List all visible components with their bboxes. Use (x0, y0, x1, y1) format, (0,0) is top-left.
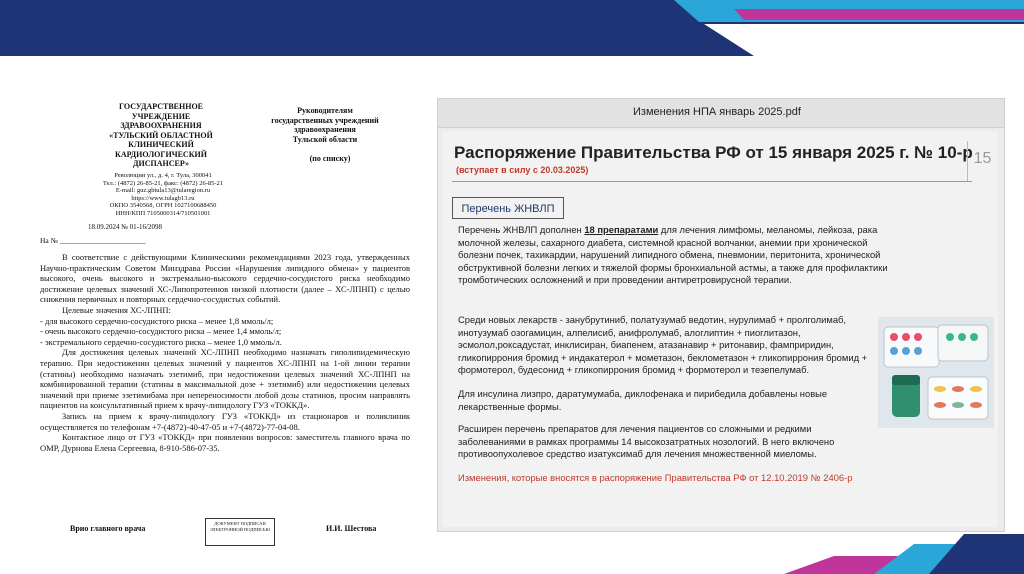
pdf-footer-note: Изменения, которые вносятся в распоряжение Правительства РФ от 12.10.2019 № 2406-р (458, 472, 853, 483)
letter-paragraph: В соответствие с действующими Клиническими рекомендациями 2023 года, утвержденных Научно-практическим Советом Минздрава России «Нарушения липидного обмена» у пациентов высокого, очень высокого и экстремально-высокого сердечно-сосудистого риска необходимо достижение целевых значений ХС-Липопротеинов низкой плотности (далее – ХС-ЛПНП) с целью снижения первичных и повторных сердечно-сосудистых событий. (40, 252, 410, 305)
addr-line: E-mail: guz.gbtula13@tularegion.ru (115, 187, 211, 195)
paragraph-list-expansion (458, 224, 890, 287)
white-stripe (704, 24, 1024, 56)
paragraph-new-drugs: Среди новых лекарств - занубрутиниб, полатузумаб ведотин, нурулимаб + пролголимаб, инотузумаб озогамицин, алпелисиб, анифролумаб, алоглиптин + пиоглитазон, эсмолол,роксадустат, инклисиран, биапенем, атазанавир + ритонавир, фамприридин, гликопиррония бромид + индакатерол + мометазон, беклометазон + гликопиррония бромид + формотерол, будесонид + гликопиррония бромид + формотерол и тезепелумаб. (458, 314, 868, 375)
addr-line: Революции ул., д. 4, г. Тула, 300041 (114, 172, 212, 179)
letter-body (40, 252, 410, 453)
addr-line: ОКПО 3540568, ОГРН 1027100688450 (109, 202, 217, 210)
paragraph-new-forms: Для инсулина лизпро, даратумумаба, диклофенака и пирибедила добавлены новые лекарственные формы. (458, 388, 828, 412)
letter-date-ref: 18.09.2024 № 01-16/2098 (88, 223, 162, 231)
recipient-note: (по списку) (309, 154, 351, 163)
pdf-page (442, 131, 998, 527)
org-line: КАРДИОЛОГИЧЕСКИЙ (115, 149, 207, 159)
org-line: КЛИНИЧЕСКИЙ (128, 140, 194, 149)
recipient-line: Руководителям (297, 106, 353, 115)
letter-paragraph: Целевые значения ХС-ЛПНП: (62, 304, 171, 315)
official-letter (40, 92, 425, 552)
letter-address-block (78, 172, 248, 218)
section-tag: Перечень ЖНВЛП (452, 197, 564, 219)
org-line: УЧРЕЖДЕНИЕ (131, 111, 191, 121)
signer-title: Врио главного врача (70, 524, 146, 533)
org-line: ДИСПАНСЕР» (133, 159, 189, 168)
divider (452, 181, 972, 182)
letter-org-block (86, 102, 236, 169)
pdf-title-bar (438, 99, 1004, 128)
letter-paragraph: Контактное лицо от ГУЗ «ТОККД» при появлении вопросов: заместитель главного врача по ОМР, Дурнова Елена Сергеевна, 8-910-586-07-35. (40, 432, 410, 453)
esign-stamp: ДОКУМЕНТ ПОДПИСАН ЭЛЕКТРОННОЙ ПОДПИСЬЮ (205, 518, 275, 546)
letter-paragraph: Для достижения целевых значений ХС-ЛПНП необходимо назначать гиполипидемическую терапию. При недостижении целевых значений у пациентов ХС-ЛПНП на 1-ой линии терапии (статины) необходимо назначать эзетимиб, при недостижении целевых значений ХС-ЛПНП на комбинированной терапии (статины в максимальной дозе + эзетимиб) или недостижении целевых значений при приеме эзетимибама при непереносимости любой дозы статинов, просим направлять пациентов на консультативный прием к врачу-липидологу ГУЗ «ТОККД». (40, 347, 410, 411)
pdf-page-number: 15 (967, 141, 997, 181)
p1-text-rest: для лечения лимфомы, меланомы, лейкоза, рака молочной железы, сахарного диабета, системной красной волчанки, анемии при хронической болезни почек, тахикардии, нарушений липидного обмена, пневмонии, перитонита, хронической обструктивной болезни легких и тяжелой формы бронхиальной астмы, а также для профилактики тромботических осложнений и при проведении антиретровирусной терапии. (458, 224, 888, 285)
recipient-line: Тульской области (292, 134, 358, 144)
recipient-line: здравоохранения (294, 125, 356, 134)
org-line: ГОСУДАРСТВЕННОЕ (119, 102, 203, 111)
addr-line: ИНН/КПП 7105000314/710501001 (115, 209, 211, 217)
recipient-line: государственных учреждений (271, 115, 379, 125)
letter-paragraph: - очень высокого сердечно-сосудистого риска – менее 1,4 ммоль/л; (40, 326, 282, 337)
addr-line: Тел.: (4872) 26-85-21, факс: (4872) 26-85-21 (102, 179, 224, 187)
header-stripes (604, 0, 1024, 56)
addr-line: https://www.tulagb13.ru (131, 194, 195, 202)
letter-paragraph: Запись на прием к врачу-липидологу ГУЗ «ТОККД» из стационаров и поликлиник осуществляется по телефонам +7-(4872)-40-47-05 и +7-(4872)-77-04-08. (40, 410, 410, 432)
pdf-effective-date: (вступает в силу с 20.03.2025) (456, 165, 589, 175)
pdf-filename[interactable]: Изменения НПА январь 2025.pdf (633, 106, 801, 118)
pills-illustration (878, 317, 994, 428)
letter-paragraph: - экстремального сердечно-сосудистого риска – менее 1,0 ммоль/л. (40, 336, 282, 347)
org-line: ЗДРАВООХРАНЕНИЯ (120, 121, 202, 130)
letter-number-line: На № _______________________ (40, 236, 146, 245)
p1-text: Перечень ЖНВЛП дополнен (458, 224, 585, 235)
p1-highlight: 18 препаратами (584, 224, 659, 235)
paragraph-rare-diseases: Расширен перечень препаратов для лечения пациентов со сложными и редкими заболеваниями в рамках программы 14 высокозатратных нозологий. В него включено противоопухолевое средство изатуксимаб для лечения множественной миеломы. (458, 423, 835, 459)
letter-paragraph: - для высокого сердечно-сосудистого риска – менее 1,8 ммоль/л; (40, 315, 274, 326)
signer-name: И.И. Шестова (326, 524, 377, 533)
letter-recipient (250, 106, 400, 144)
pdf-viewer (437, 98, 1005, 532)
pdf-heading: Распоряжение Правительства РФ от 15 января 2025 г. № 10-р (454, 143, 973, 162)
footer-stripes (724, 534, 1024, 574)
pink-stripe (734, 9, 1024, 20)
pills-photo (878, 317, 994, 428)
org-line: «ТУЛЬСКИЙ ОБЛАСТНОЙ (109, 130, 213, 140)
